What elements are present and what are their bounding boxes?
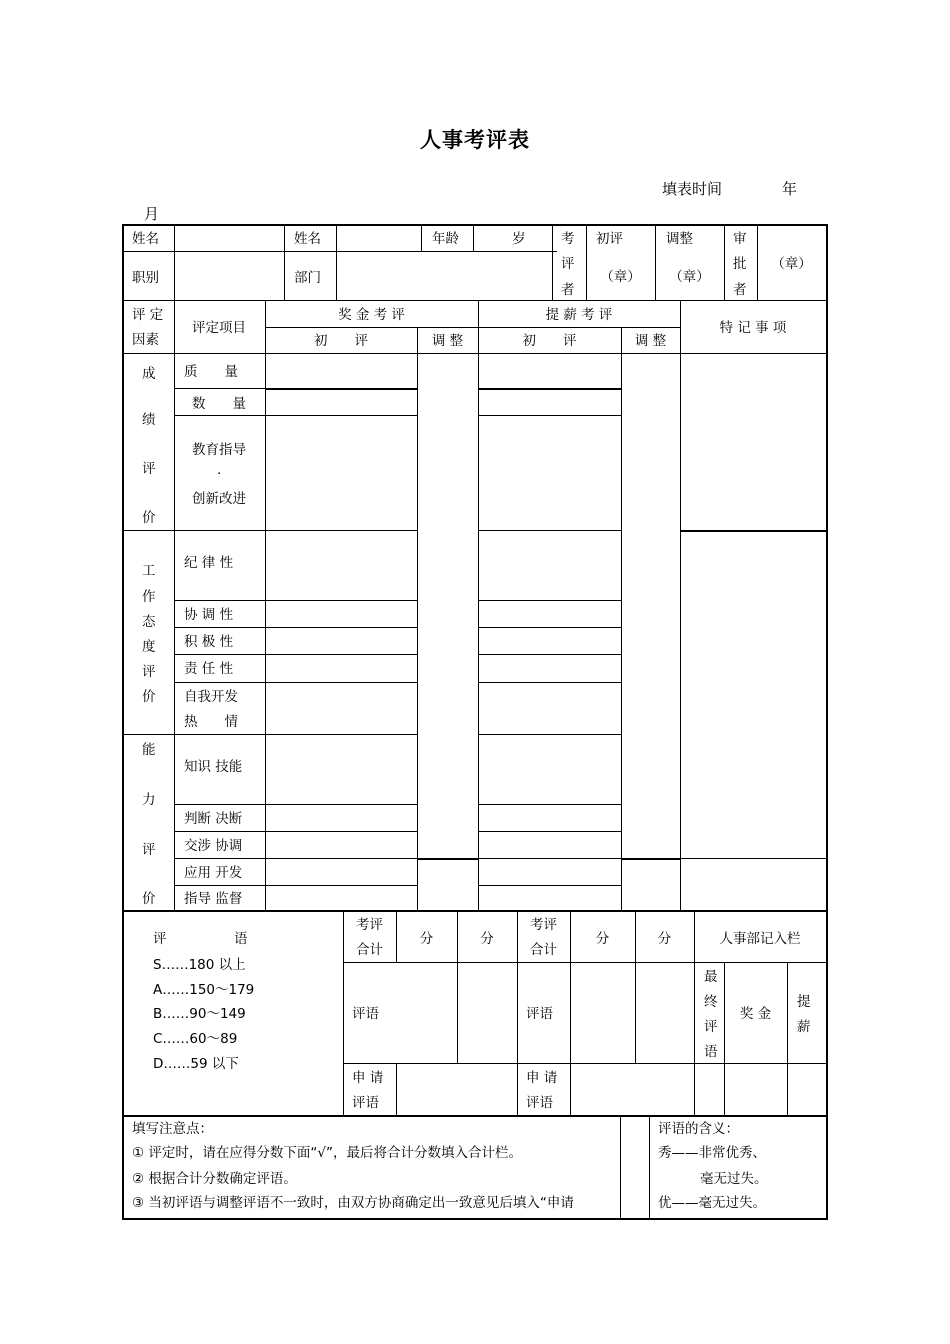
name-label: 姓名 — [294, 231, 321, 247]
rule-line — [724, 224, 725, 300]
rule-line — [396, 1063, 397, 1115]
meaning-line: 秀——非常优秀、 — [658, 1145, 766, 1161]
section-attitude: 评 — [142, 664, 156, 680]
item-header: 评定项目 — [192, 320, 246, 336]
rule-line — [122, 910, 828, 912]
item-education: 教育指导 — [192, 442, 246, 458]
rule-line — [174, 858, 417, 859]
comment-label: 评语 — [352, 1006, 379, 1022]
section-ability: 评 — [142, 842, 156, 858]
rule-line — [174, 600, 417, 601]
section-performance: 成 — [142, 366, 156, 382]
position-label: 职别 — [132, 270, 159, 286]
rule-line — [680, 530, 828, 532]
item-guidance: 指导 监督 — [184, 891, 243, 907]
item-application: 应用 开发 — [184, 865, 243, 881]
item-negotiation: 交涉 协调 — [184, 838, 243, 854]
final-comment-label: 语 — [704, 1044, 718, 1060]
final-comment-label: 最 — [704, 969, 718, 985]
rule-line — [122, 300, 828, 301]
points-unit: 分 — [595, 931, 610, 947]
rule-line — [174, 300, 175, 910]
bonus-header: 奖 金 考 评 — [338, 307, 405, 323]
factor-header: 因素 — [132, 332, 159, 348]
item-coordination: 协 调 性 — [184, 607, 234, 623]
apply-label: 申 请 — [352, 1070, 384, 1086]
seal-2: （章） — [669, 269, 710, 285]
reviewer-label: 考 — [561, 231, 575, 247]
initial-label: 初评 — [596, 231, 623, 247]
rule-line — [478, 804, 621, 805]
section-attitude: 价 — [142, 689, 156, 705]
final-comment-label: 评 — [704, 1019, 718, 1035]
hr-column-label: 人事部记入栏 — [719, 931, 801, 947]
adjust-header: 调 整 — [634, 333, 667, 349]
rule-line — [417, 327, 418, 910]
adjust-label: 调整 — [666, 231, 693, 247]
notes-line: ① 评定时，请在应得分数下面“√”，最后将合计分数填入合计栏。 — [132, 1145, 522, 1161]
approver-label: 批 — [733, 256, 747, 272]
rule-line — [621, 858, 680, 860]
apply-label: 评语 — [526, 1095, 553, 1111]
rule-line — [552, 224, 553, 300]
grade-scale: S……180 以上 — [153, 957, 246, 973]
grading-label: 评 语 — [153, 931, 248, 947]
rule-line — [122, 353, 828, 354]
rule-line — [680, 300, 681, 910]
rule-line — [174, 804, 417, 805]
rule-line — [478, 415, 621, 416]
item-dot: · — [217, 466, 222, 482]
reviewer-label: 评 — [561, 256, 575, 272]
section-performance: 价 — [142, 510, 156, 526]
raise-header: 提 薪 考 评 — [545, 307, 613, 323]
rule-line — [478, 885, 621, 886]
meaning-line: 毫无过失。 — [700, 1171, 768, 1187]
rule-line — [421, 224, 422, 251]
rule-line — [122, 224, 828, 226]
rule-line — [122, 224, 124, 1219]
rule-line — [174, 831, 417, 832]
rule-line — [478, 654, 621, 655]
points-unit: 分 — [419, 931, 434, 947]
initial-header: 初 评 — [314, 333, 368, 349]
rule-line — [586, 224, 587, 300]
rule-line — [122, 530, 265, 531]
department-label: 部门 — [294, 270, 321, 286]
rule-line — [174, 654, 417, 655]
special-header: 特 记 事 项 — [719, 320, 787, 336]
grade-scale: D……59 以下 — [153, 1056, 239, 1072]
notes-heading: 填写注意点： — [132, 1121, 213, 1137]
points-unit: 分 — [480, 931, 494, 947]
rule-line — [122, 1115, 828, 1117]
comment-label: 评语 — [526, 1006, 553, 1022]
notes-line: ③ 当初评语与调整评语不一致时，由双方协商确定出一致意见后填入“申请 — [132, 1195, 574, 1211]
rule-line — [122, 734, 265, 735]
grade-scale: B……90～149 — [153, 1006, 246, 1022]
page-title: 人事考评表 — [420, 128, 530, 152]
approver-label: 者 — [733, 282, 747, 298]
initial-header: 初 评 — [522, 333, 577, 349]
rule-line — [174, 682, 417, 683]
item-responsibility: 责 任 性 — [184, 661, 234, 677]
rule-line — [478, 682, 621, 683]
rule-line — [478, 734, 621, 735]
section-ability: 价 — [142, 891, 156, 907]
rule-line — [478, 627, 621, 628]
rule-line — [620, 1115, 621, 1218]
section-attitude: 工 — [142, 563, 156, 579]
rule-line — [343, 962, 828, 963]
notes-line: ② 根据合计分数确定评语。 — [132, 1171, 297, 1187]
total-label: 考评 — [530, 917, 557, 933]
grade-scale: A……150～179 — [153, 982, 255, 998]
rule-line — [122, 1218, 828, 1220]
rule-line — [826, 224, 828, 1219]
meanings-heading: 评语的含义： — [658, 1121, 739, 1137]
section-attitude: 度 — [142, 639, 156, 655]
item-quantity: 数 量 — [192, 396, 246, 412]
item-judgment: 判断 决断 — [184, 811, 243, 827]
rule-line — [478, 831, 621, 832]
name-label: 姓名 — [132, 231, 159, 247]
age-label: 年龄 — [432, 231, 459, 247]
rule-line — [174, 627, 417, 628]
reviewer-label: 者 — [561, 282, 575, 298]
rule-line — [478, 300, 479, 910]
item-selfdev: 热 情 — [184, 714, 238, 730]
rule-line — [265, 300, 266, 910]
seal-1: （章） — [600, 269, 641, 285]
rule-line — [265, 388, 417, 390]
final-comment-label: 终 — [704, 994, 718, 1010]
fill-time-label: 填表时间 — [662, 180, 723, 198]
factor-header: 评 定 — [132, 307, 164, 323]
rule-line — [284, 224, 285, 300]
section-performance: 绩 — [142, 412, 156, 428]
fill-time-year: 年 — [782, 180, 798, 198]
raise-label: 薪 — [797, 1019, 811, 1035]
approver-label: 审 — [733, 231, 747, 247]
adjust-header: 调 整 — [431, 333, 464, 349]
rule-line — [517, 910, 518, 1115]
apply-label: 评语 — [352, 1095, 379, 1111]
rule-line — [478, 600, 621, 601]
section-ability: 力 — [142, 792, 156, 808]
total-label: 合计 — [530, 942, 557, 958]
total-label: 合计 — [356, 942, 383, 958]
seal-3: （章） — [771, 256, 812, 272]
meaning-line: 优——毫无过失。 — [658, 1195, 766, 1211]
rule-line — [473, 224, 474, 251]
grade-scale: C……60～89 — [153, 1031, 238, 1047]
rule-line — [478, 388, 621, 390]
rule-line — [336, 224, 337, 300]
section-performance: 评 — [142, 461, 156, 477]
fill-time-month: 月 — [144, 205, 160, 223]
rule-line — [417, 858, 478, 860]
bonus-label: 奖 金 — [739, 1006, 772, 1022]
rule-line — [343, 1063, 828, 1064]
item-knowledge: 知识 技能 — [184, 759, 243, 775]
rule-line — [621, 327, 622, 910]
item-initiative: 积 极 性 — [184, 634, 234, 650]
age-unit: 岁 — [512, 231, 526, 247]
section-attitude: 作 — [142, 589, 156, 605]
item-innovation: 创新改进 — [192, 491, 246, 507]
rule-line — [122, 251, 557, 252]
section-ability: 能 — [142, 742, 156, 758]
item-selfdev: 自我开发 — [184, 689, 238, 705]
rule-line — [343, 910, 344, 1115]
item-discipline: 纪 律 性 — [184, 555, 234, 571]
rule-line — [680, 858, 828, 859]
total-label: 考评 — [356, 917, 383, 933]
rule-line — [655, 224, 656, 300]
rule-line — [649, 1115, 650, 1218]
apply-label: 申 请 — [526, 1070, 558, 1086]
rule-line — [787, 962, 788, 1115]
points-unit: 分 — [657, 931, 672, 947]
rule-line — [174, 885, 417, 886]
rule-line — [478, 530, 621, 531]
section-attitude: 态 — [142, 614, 156, 630]
rule-line — [265, 327, 680, 328]
raise-label: 提 — [797, 994, 811, 1010]
rule-line — [724, 962, 725, 1115]
rule-line — [478, 858, 621, 859]
rule-line — [174, 224, 175, 300]
item-quality: 质 量 — [184, 364, 238, 380]
rule-line — [174, 415, 417, 416]
